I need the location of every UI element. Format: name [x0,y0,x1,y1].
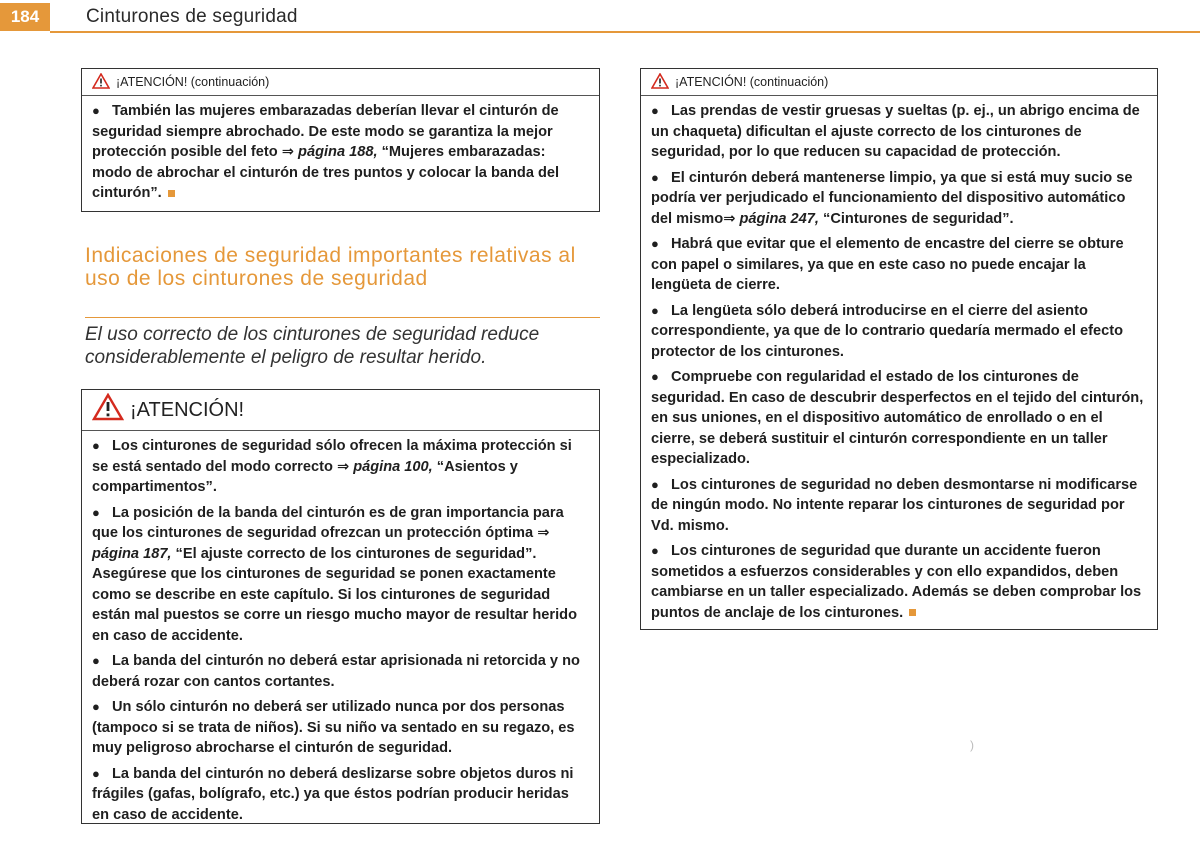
warning-item [92,697,589,759]
page-number: 184 [0,3,50,31]
warning-triangle-icon [92,393,124,427]
bullet-icon: ● [651,476,659,492]
page-reference-link[interactable]: ⇒ página 247, [723,210,819,227]
scan-mark: ) [970,738,974,752]
warning-item [92,651,589,692]
item-text: Las prendas de vestir gruesas y sueltas (p. ej., un abrigo encima de un chaqueta) dificultan el ajuste correcto de los cinturones de seguridad, por lo que reducen su capacidad de protección. [651,103,1140,160]
item-text-tail: “Cinturones de seguridad”. [818,210,1014,227]
bullet-icon: ● [651,543,659,558]
bullet-icon: ● [651,369,659,384]
warning-box-main [81,389,600,824]
item-text: También las mujeres embarazadas deberían llevar el cinturón de seguridad siempre abrochado. De este modo se garantiza la mejor protección posible del feto [92,103,559,160]
warning-item [651,101,1147,163]
warning-item [651,367,1147,470]
bullet-icon: ● [92,653,100,668]
bullet-icon: ● [92,504,100,520]
warning-item [92,503,589,647]
page-reference-link[interactable]: ⇒ página 188, [281,144,378,160]
warning-triangle-icon [651,73,669,92]
item-text: Los cinturones de seguridad que durante un accidente fueron sometidos a esfuerzos considerables y con ello expandidos, deben cambiarse en un taller especializado. Además se deben comprobar los puntos de anclaje de los cinturones. [651,543,1142,621]
bullet-icon: ● [92,765,100,781]
warning-box-continuation-right [640,68,1158,630]
warning-item [92,101,589,204]
item-text: El cinturón deberá mantenerse limpio, ya que si está muy sucio se podría ver perjudicado el funcionamiento del dispositivo automático del mismo [651,169,1133,227]
item-text: La posición de la banda del cinturón es de gran importancia para que los cinturones de seguridad ofrezcan un protección óptima [92,504,564,541]
bullet-icon: ● [92,438,100,453]
warning-item [92,764,589,826]
warning-box-continuation-left [81,68,600,212]
header-rule [50,31,1200,33]
warning-heading [641,69,1157,96]
bullet-icon: ● [651,103,659,118]
warning-items [92,101,589,204]
item-text: Un sólo cinturón no deberá ser utilizado nunca por dos personas (tampoco si se trata de niños). Si su niño va sentado en su regazo, es muy peligroso abrocharse el cinturón de seguridad. [92,699,575,756]
item-text-tail: “Mujeres embarazadas: modo de abrochar el cinturón de tres puntos y colocar la banda del cinturón”. [92,144,560,201]
warning-heading-text: ¡ATENCIÓN! [130,398,245,421]
section-intro: El uso correcto de los cinturones de seguridad reduce considerablemente el peligro de resultar herido. [85,324,540,368]
item-text: Los cinturones de seguridad sólo ofrecen la máxima protección si se está sentado del modo correcto [92,438,572,475]
warning-items [92,436,589,825]
warning-item [651,475,1147,537]
item-text: Habrá que evitar que el elemento de encastre del cierre se obture con papel o similares, ya que en este caso no puede encajar la lengüeta de cierre. [651,236,1124,293]
item-text: La banda del cinturón no deberá deslizarse sobre objetos duros ni frágiles (gafas, bolígrafo, etc.) ya que éstos podrían producir heridas en caso de accidente. [92,765,574,823]
end-square-icon [168,190,175,197]
warning-triangle-icon [92,73,110,92]
item-text-tail: “El ajuste correcto de los cinturones de seguridad”. Asegúrese que los cinturones de seguridad se ponen exactamente como se describe en este capítulo. Si los cinturones de seguridad están mal puestos se corre un riesgo mucho mayor de resultar herido en caso de accidente. [92,545,577,644]
bullet-icon: ● [651,169,659,185]
bullet-icon: ● [92,103,100,118]
warning-item [651,168,1147,230]
warning-items [651,101,1147,623]
bullet-icon: ● [651,236,659,251]
bullet-icon: ● [651,302,659,318]
chapter-title: Cinturones de seguridad [86,6,298,27]
item-text-tail: “Asientos y compartimentos”. [92,458,518,495]
item-text: La lengüeta sólo deberá introducirse en el cierre del asiento correspondiente, ya que de lo contrario quedaría mermado el efecto protector de los cinturones. [651,302,1123,360]
warning-item [92,436,589,498]
section-title: Indicaciones de seguridad importantes relativas al uso de los cinturones de seguridad [85,244,576,290]
item-text: Compruebe con regularidad el estado de los cinturones de seguridad. En caso de descubrir desperfectos en el tejido del cinturón, en sus uniones, en el dispositivo automático de enrollado o en el cierre, se deberá sustituir el cinturón correspondiente en un taller especializado. [651,369,1144,467]
warning-heading [82,69,599,96]
page-reference-link[interactable]: ⇒ página 187, [92,525,550,562]
item-text: La banda del cinturón no deberá estar aprisionada ni retorcida y no deberá rozar con cantos cortantes. [92,653,580,690]
warning-heading [82,390,599,431]
warning-heading-text: ¡ATENCIÓN! (continuación) [675,75,829,89]
item-text: Los cinturones de seguridad no deben desmontarse ni modificarse de ningún modo. No intente reparar los cinturones de seguridad por Vd. mismo. [651,476,1138,534]
bullet-icon: ● [92,699,100,714]
warning-item [651,541,1147,623]
section-rule [85,317,600,318]
warning-item [651,301,1147,363]
warning-item [651,234,1147,296]
end-square-icon [909,609,916,616]
page-reference-link[interactable]: ⇒ página 100, [336,458,433,475]
warning-heading-text: ¡ATENCIÓN! (continuación) [116,75,270,89]
